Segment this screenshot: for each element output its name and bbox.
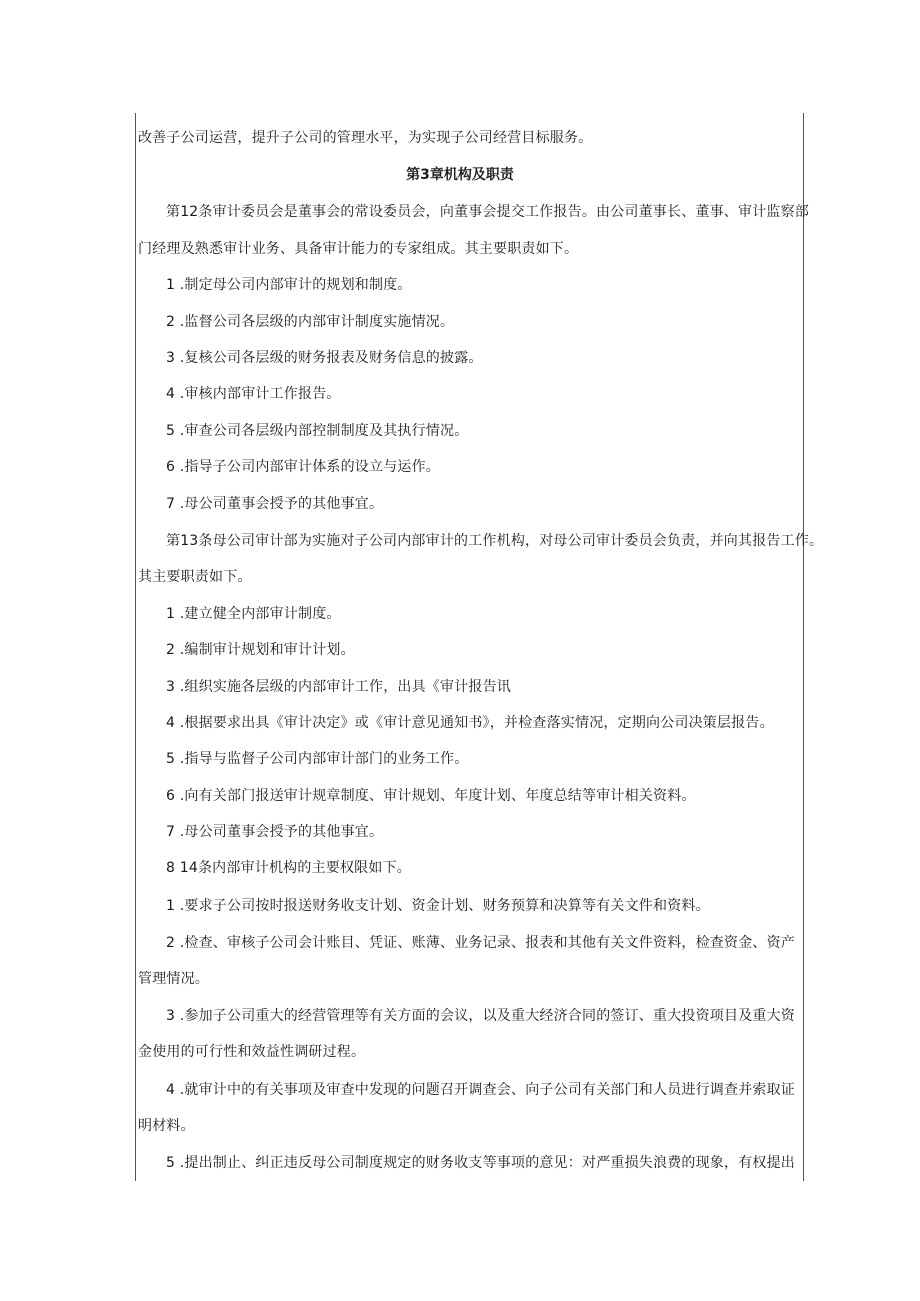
list-item: 3 .参加子公司重大的经营管理等有关方面的会议，以及重大经济合同的签订、重大投资项目及重大资: [166, 1008, 796, 1024]
list-item: 7 .母公司董事会授予的其他事宜。: [166, 496, 384, 512]
list-item: 4 .审核内部审计工作报告。: [166, 386, 341, 402]
list-item: 5 .审查公司各层级内部控制制度及其执行情况。: [166, 423, 469, 439]
list-item: 1 .要求子公司按时报送财务收支计划、资金计划、财务预算和决算等有关文件和资料。: [166, 898, 710, 914]
list-item: 4 .根据要求出具《审计决定》或《审计意见通知书》，并检查落实情况，定期向公司决策层报告。: [166, 715, 774, 731]
list-item: 5 .提出制止、纠正违反母公司制度规定的财务收支等事项的意见：对严重损失浪费的现象，有权提出: [166, 1155, 796, 1171]
list-item: 7 .母公司董事会授予的其他事宜。: [166, 824, 384, 840]
list-item: 6 .向有关部门报送审计规章制度、审计规划、年度计划、年度总结等审计相关资料。: [166, 788, 696, 804]
list-item: 1 .制定母公司内部审计的规划和制度。: [166, 277, 412, 293]
list-item: 5 .指导与监督子公司内部审计部门的业务工作。: [166, 751, 469, 767]
article-14-line: 8 14条内部审计机构的主要权限如下。: [166, 860, 411, 876]
list-item: 4 .就审计中的有关事项及审查中发现的问题召开调查会、向子公司有关部门和人员进行调查并索取证: [166, 1082, 796, 1098]
article-12-line-1: 第12条审计委员会是董事会的常设委员会，向董事会提交工作报告。由公司董事长、董事、审计监察部: [166, 204, 810, 220]
list-item-continuation: 明材料。: [138, 1118, 195, 1134]
list-item: 1 .建立健全内部审计制度。: [166, 606, 341, 622]
list-item: 3 .组织实施各层级的内部审计工作，出具《审计报告讯: [166, 679, 512, 695]
list-item: 2 .编制审计规划和审计计划。: [166, 642, 355, 658]
list-item: 3 .复核公司各层级的财务报表及财务信息的披露。: [166, 350, 483, 366]
paragraph-line: 改善子公司运营，提升子公司的管理水平，为实现子公司经营目标服务。: [138, 130, 593, 146]
article-12-line-2: 门经理及熟悉审计业务、具备审计能力的专家组成。其主要职责如下。: [138, 241, 579, 257]
article-13-line-2: 其主要职责如下。: [138, 569, 252, 585]
list-item: 2 .监督公司各层级的内部审计制度实施情况。: [166, 314, 455, 330]
list-item: 2 .检查、审核子公司会计账目、凭证、账薄、业务记录、报表和其他有关文件资料，检查资金、资产: [166, 935, 796, 951]
list-item-continuation: 管理情况。: [138, 971, 209, 987]
article-13-line-1: 第13条母公司审计部为实施对子公司内部审计的工作机构，对母公司审计委员会负责，并向其报告工作。: [166, 533, 824, 549]
chapter-heading: 第3章机构及职责: [406, 167, 514, 183]
list-item: 6 .指导子公司内部审计体系的设立与运作。: [166, 459, 441, 475]
list-item-continuation: 金使用的可行性和效益性调研过程。: [138, 1044, 366, 1060]
